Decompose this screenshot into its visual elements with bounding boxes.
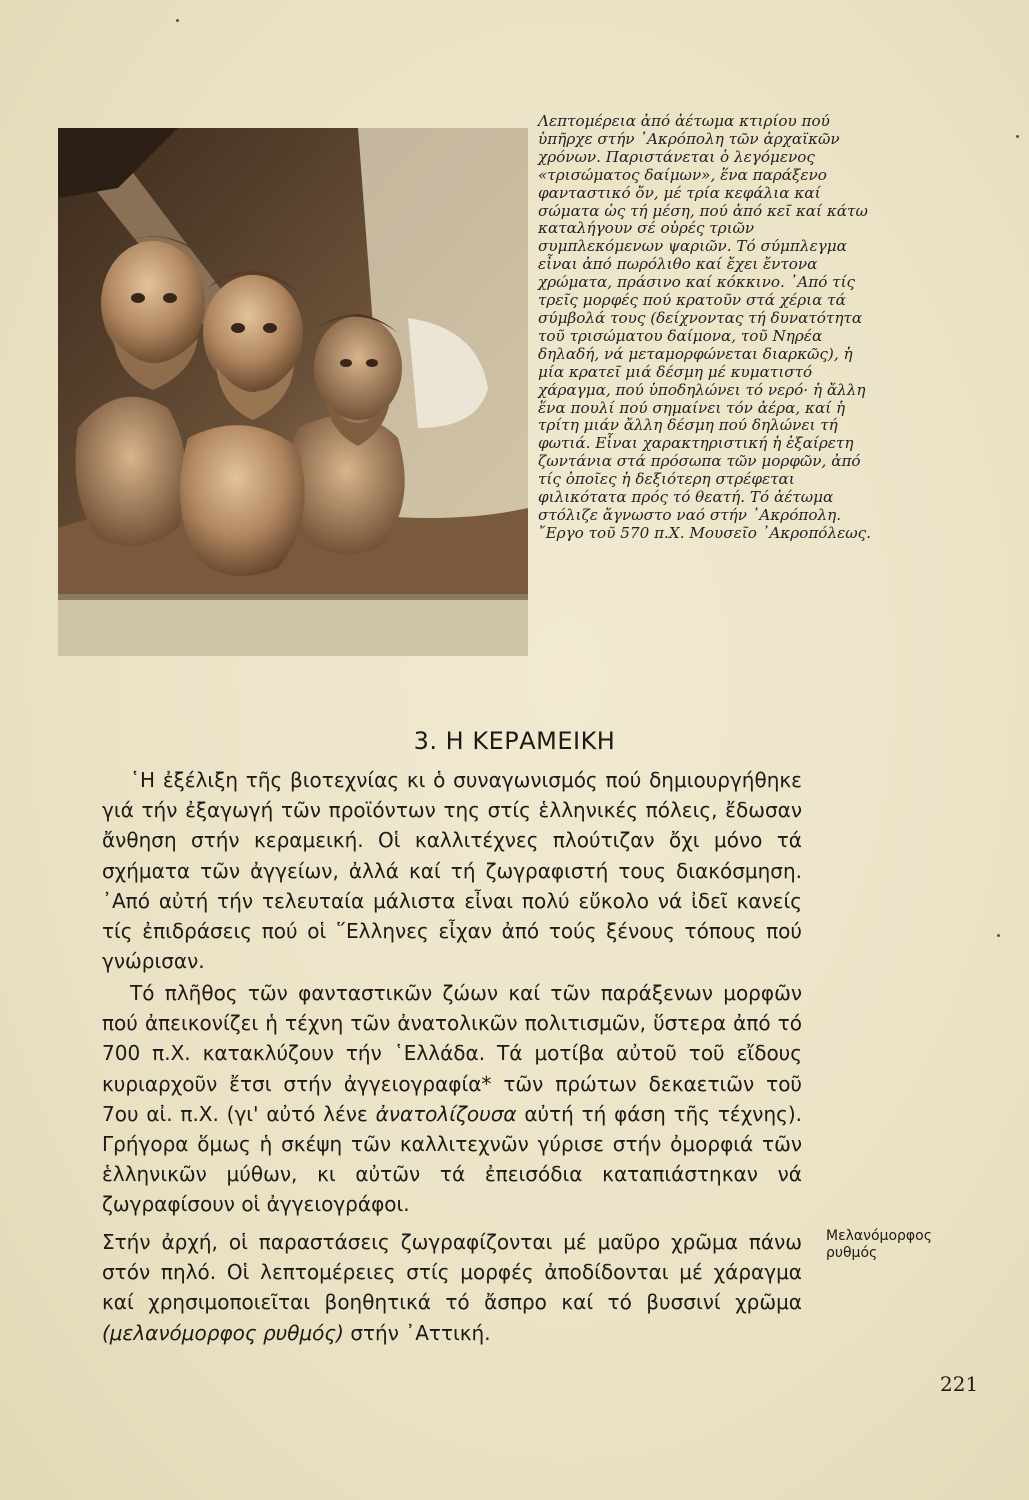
figure-caption: Λεπτομέρεια ἀπό ἀέτωμα κτιρίου πού ὑπῆρχε στήν ᾿Ακρόπολη τῶν ἀρχαϊκῶν χρόνων. Παριστάνεται ὁ λεγόμενος «τρισώματος δαίμων», ἕνα παράξενο φανταστικό ὄν, μέ τρία κεφάλια καί σώματα ὡς τή μέση, πού ἀπό κεῖ καί κάτω καταλήγουν σέ οὐρές τριῶν συμπλεκόμενων ψαριῶν. Τό σύμπλεγμα εἶναι ἀπό πωρόλιθο καί ἔχει ἔντονα χρώματα, πράσινο καί κόκκινο. ᾿Από τίς τρεῖς μορφές πού κρατοῦν στά χέρια τά σύμβολά τους (δείχνοντας τή δυνατότητα τοῦ τρισώματου δαίμονα, τοῦ Νηρέα δηλαδή, νά μεταμορφώνεται διαρκῶς), ἡ μία κρατεῖ μιά δέσμη μέ κυματιστό χάραγμα, πού ὑποδηλώνει τό νερό· ἡ ἄλλη ἕνα πουλί πού σημαίνει τόν ἀέρα, καί ἡ τρίτη μιάν ἄλλη δέσμη πού δηλώνει τή φωτιά. Εἶναι χαρακτηριστική ἡ ἐξαίρετη ζωντάνια στά πρόσωπα τῶν μορφῶν, ἀπό τίς ὁποῖες ἡ δεξιότερη στρέφεται φιλικότατα πρός τό θεατή. Τό ἀέτωμα στόλιζε ἄγνωστο ναό στήν ᾿Ακρόπολη. ῎Εργο τοῦ 570 π.Χ. Μουσεῖο ᾿Ακροπόλεως. bbox=[538, 112, 871, 542]
speck bbox=[176, 19, 179, 22]
sculpture-illustration bbox=[58, 128, 528, 656]
paragraph-2 bbox=[102, 978, 802, 1220]
paragraph-2-start: Τό πλῆθος τῶν φανταστικῶν ζώων καί τῶν παράξενων μορφῶν πού ἀπεικονίζει ἡ τέχνη τῶν ἀνατολικῶν πολιτισμῶν, ὕστερα ἀπό τό 700 π.Χ. κατακλύζουν τήν ῾Ελλάδα. Τά μοτίβα αὐτοῦ τοῦ εἴδους κυριαρχοῦν ἔτσι στήν ἀγγειογραφία* τῶν πρώτων δεκαετιῶν τοῦ 7ου αἰ. π.Χ. (γι' αὐτό λένε bbox=[102, 981, 802, 1126]
margin-note: Μελανόμορφος ρυθμός bbox=[826, 1228, 932, 1261]
paragraph-3-start: Στήν ἀρχή, οἱ παραστάσεις ζωγραφίζονται μέ μαῦρο χρῶμα πάνω στόν πηλό. Οἱ λεπτομέρειες στίς μορφές ἀποδίδονται μέ χάραγμα καί χρησιμοποιεῖται βοηθητικά τό ἄσπρο καί τό βυσσινί χρῶμα bbox=[102, 1230, 802, 1315]
speck bbox=[1016, 135, 1019, 138]
section-heading: 3. Η ΚΕΡΑΜΕΙΚΗ bbox=[413, 727, 616, 755]
paragraph-3-emphasis: (μελανόμορφος ρυθμός) bbox=[102, 1320, 344, 1345]
paragraph-1: ῾Η ἐξέλιξη τῆς βιοτεχνίας κι ὁ συναγωνισμός πού δημιουργήθηκε γιά τήν ἐξαγωγή τῶν προϊόντων της στίς ἑλληνικές πόλεις, ἔδωσαν ἄνθηση στήν κεραμεική. Οἱ καλλιτέχνες πλούτιζαν ὄχι μόνο τά σχήματα τῶν ἀγγείων, ἀλλά καί τή ζωγραφιστή τους διακόσμηση. ᾿Από αὐτή τήν τελευταία μάλιστα εἶναι πολύ εὔκολο νά ἰδεῖ κανείς τίς ἐπιδράσεις πού οἱ ῞Ελληνες εἶχαν ἀπό τούς ξένους τόπους πού γνώρισαν. bbox=[102, 768, 802, 974]
sculpture-photo bbox=[58, 128, 528, 656]
paragraph-3-end: στήν ᾿Αττική. bbox=[350, 1320, 491, 1345]
paragraph-2-emphasis: ἀνατολίζουσα bbox=[375, 1101, 517, 1126]
speck bbox=[997, 934, 1000, 937]
paragraph-2-end: αὐτή τή φάση τῆς τέχνης). Γρήγορα ὅμως ἡ σκέψη τῶν καλλιτεχνῶν γύρισε στήν ὀμορφιά τῶν ἑλληνικῶν μύθων, κι αὐτῶν τά ἐπεισόδια καταπιάστηκαν νά ζωγραφίσουν οἱ ἀγγειογράφοι. bbox=[102, 1101, 803, 1217]
page-number: 221 bbox=[940, 1372, 979, 1396]
paragraph-3 bbox=[102, 1227, 802, 1348]
